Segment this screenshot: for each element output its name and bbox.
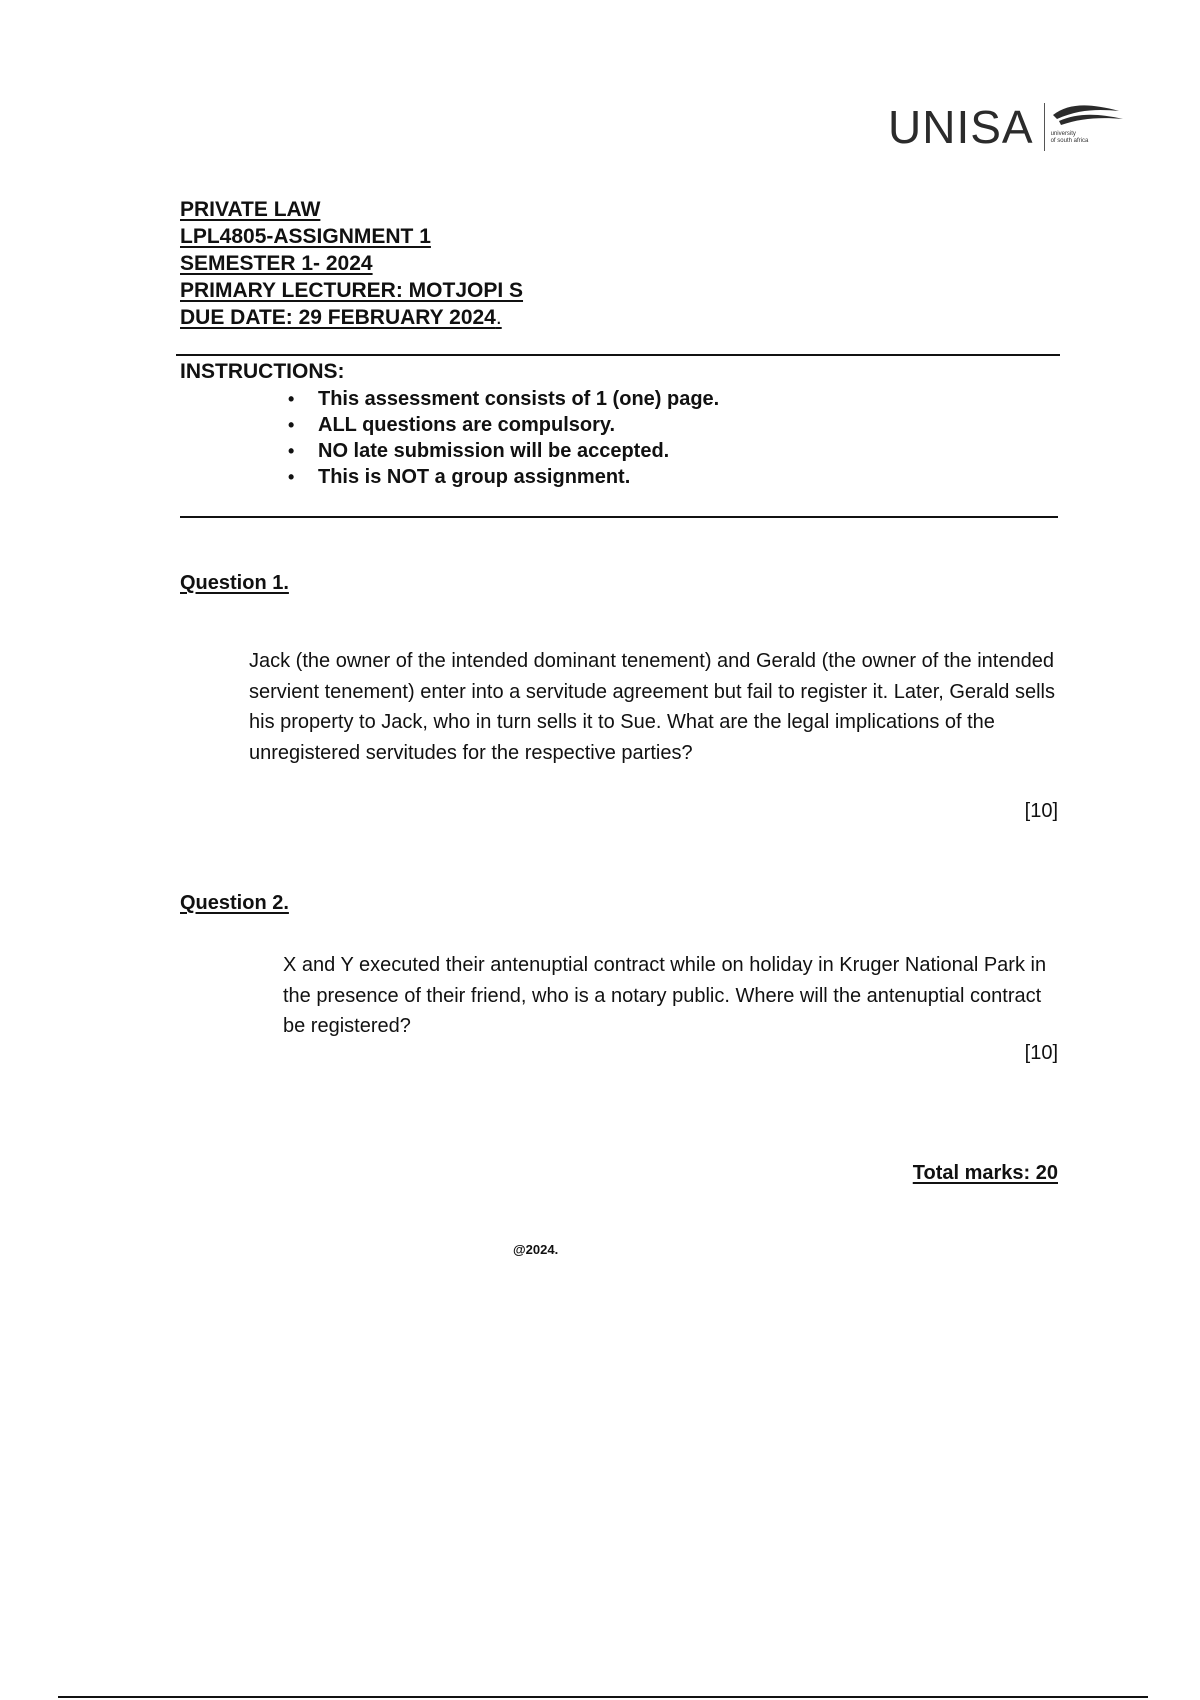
semester: SEMESTER 1- 2024 [180, 252, 373, 275]
instructions-top-rule [176, 354, 1060, 356]
subject-title: PRIVATE LAW [180, 198, 321, 221]
copyright: @2024. [513, 1242, 559, 1257]
instructions-list [288, 386, 719, 490]
question-1-text: Jack (the owner of the intended dominant tenement) and Gerald (the owner of the intended servient tenement) enter into a servitude agreement but fail to register it. Later, Gerald sells his property to Jack, who in turn sells it to Sue. What are the legal implications of the unregistered servitudes for the respective parties? [249, 650, 1055, 764]
unisa-logo-icon [1049, 101, 1127, 153]
instruction-item: • This is NOT a group assignment. [288, 464, 719, 490]
logo-wordmark: UNISA [888, 101, 1034, 153]
footer-rule [58, 1696, 1148, 1698]
logo-divider [1044, 103, 1045, 151]
instruction-item: • ALL questions are compulsory. [288, 412, 719, 438]
instruction-item: • NO late submission will be accepted. [288, 438, 719, 464]
due-date: DUE DATE: 29 FEBRUARY 2024. [180, 306, 502, 329]
assignment-code: LPL4805-ASSIGNMENT 1 [180, 225, 431, 248]
instruction-item: • This assessment consists of 1 (one) page. [288, 386, 719, 412]
question-1-marks: [10] [1024, 800, 1058, 822]
question-2-heading: Question 2. [180, 892, 289, 914]
logo-tagline: university of south africa [1050, 131, 1089, 144]
question-1-heading: Question 1. [180, 572, 289, 594]
question-2-text: X and Y executed their antenuptial contract while on holiday in Kruger National Park in the presence of their friend, who is a notary public. Where will the antenuptial contract be registered? [283, 954, 1047, 1037]
unisa-logo [888, 92, 1128, 162]
instructions-bottom-rule [180, 516, 1058, 518]
primary-lecturer: PRIMARY LECTURER: MOTJOPI S [180, 279, 524, 302]
assignment-header [180, 196, 523, 331]
question-2-marks: [10] [1024, 1042, 1058, 1064]
instructions-title: INSTRUCTIONS: [180, 360, 345, 383]
total-marks: Total marks: 20 [912, 1162, 1058, 1184]
